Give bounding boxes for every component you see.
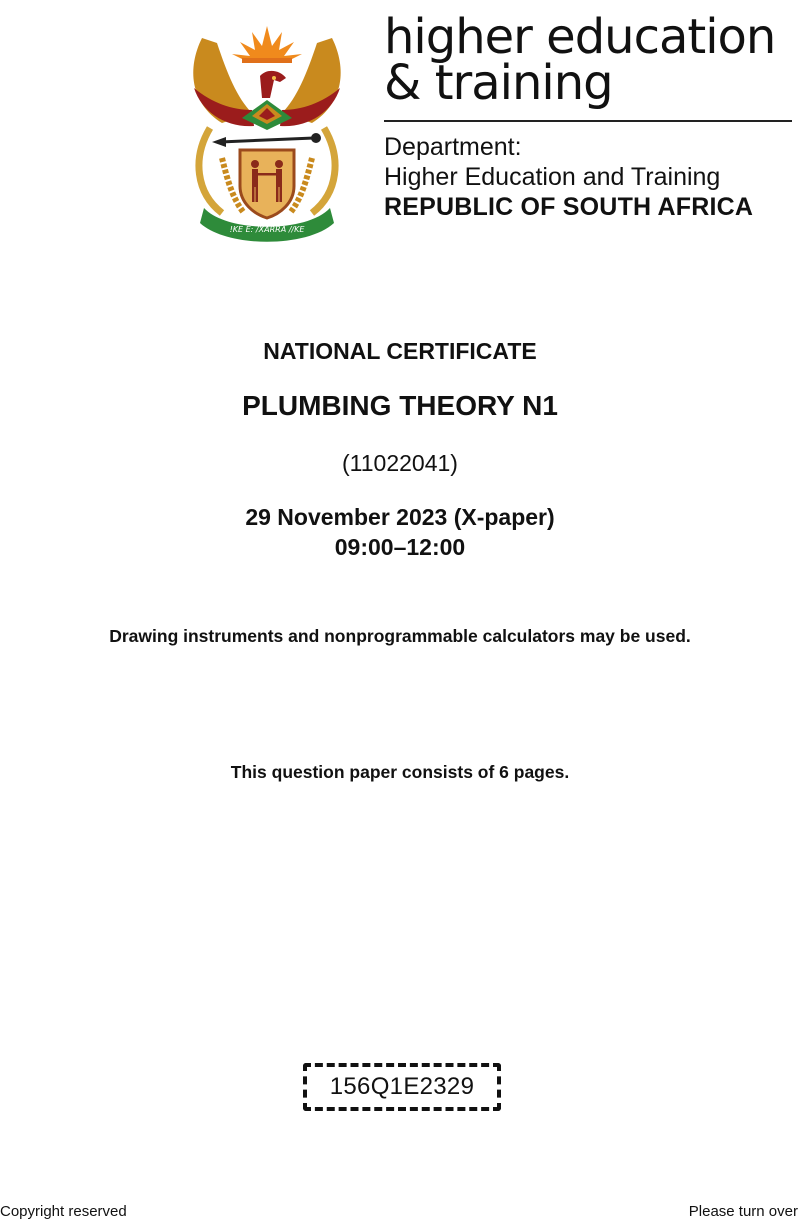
brand-divider (384, 120, 792, 122)
exam-date-time (0, 502, 800, 562)
exam-date: 29 November 2023 (X-paper) (245, 504, 555, 530)
paper-id: 156Q1E2329 (329, 1073, 475, 1100)
country-name: REPUBLIC OF SOUTH AFRICA (384, 193, 754, 221)
footer-turn-over: Please turn over (688, 1203, 798, 1220)
brand-line-1: higher education (384, 9, 776, 65)
page-count-note: This question paper consists of 6 pages. (230, 762, 570, 782)
department-label: Department: (384, 133, 522, 161)
department-name: Higher Education and Training (384, 163, 721, 191)
paper-id-box (303, 1063, 501, 1111)
subject-code: (11022041) (342, 450, 458, 476)
svg-text:!KE E: /XARRA //KE: !KE E: /XARRA //KE (229, 225, 305, 234)
sun-icon (232, 26, 302, 63)
footer-copyright: Copyright reserved (0, 1203, 127, 1220)
brand-line-2: & training (384, 55, 613, 111)
subject-title: PLUMBING THEORY N1 (242, 390, 558, 421)
exam-time: 09:00–12:00 (334, 534, 466, 560)
coat-of-arms-icon (182, 18, 352, 243)
certificate-title: NATIONAL CERTIFICATE (263, 338, 537, 364)
instructions-note: Drawing instruments and nonprogrammable calculators may be used. (109, 626, 691, 646)
coat-of-arms-logo (182, 18, 352, 243)
department-brand-block (384, 9, 796, 222)
